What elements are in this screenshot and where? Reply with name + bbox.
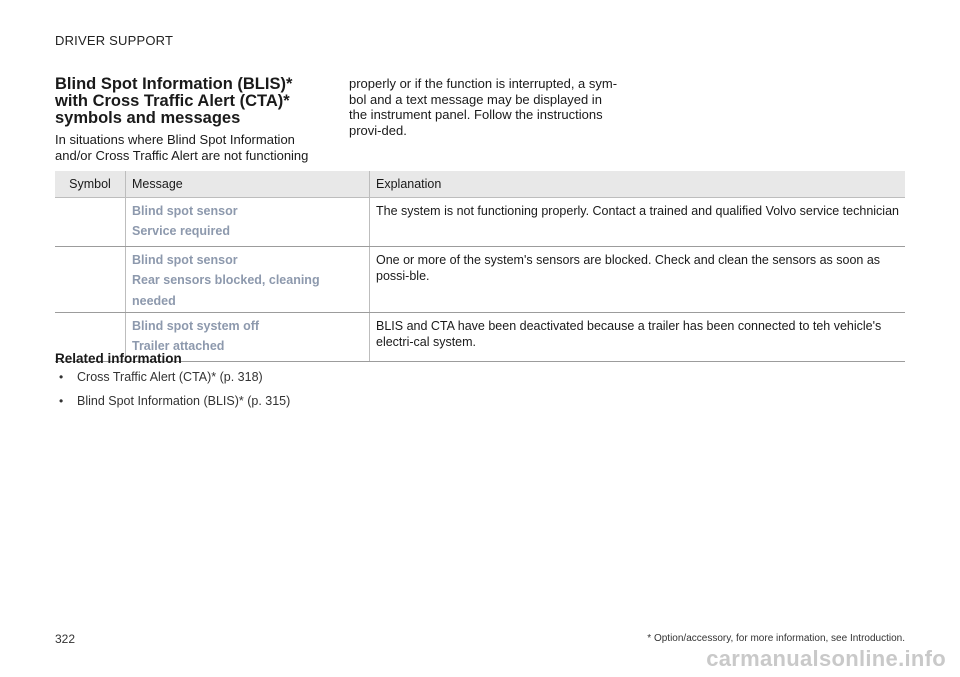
intro-text-left: In situations where Blind Spot Information and/or Cross Traffic Alert are not functioning [55, 132, 309, 163]
related-link-text: Blind Spot Information (BLIS)* (p. 315) [77, 394, 291, 408]
message-line-1: Blind spot sensor [132, 204, 238, 218]
bullet-icon: • [59, 394, 64, 408]
symbol-cell [55, 247, 126, 313]
explanation-text: BLIS and CTA have been deactivated because a trailer has been connected to teh vehicle's electri-cal system. [376, 319, 882, 349]
related-information [55, 351, 555, 418]
header-symbol: Symbol [55, 171, 126, 198]
message-cell [126, 198, 370, 247]
related-link-text: Cross Traffic Alert (CTA)* (p. 318) [77, 370, 263, 384]
header-explanation: Explanation [370, 171, 906, 198]
message-line-2: Service required [132, 224, 230, 238]
header-message: Message [126, 171, 370, 198]
message-cell [126, 247, 370, 313]
related-link-cta[interactable] [55, 370, 555, 385]
symbol-cell [55, 198, 126, 247]
table-row [55, 198, 905, 247]
related-list [55, 370, 555, 409]
bullet-icon: • [59, 370, 64, 384]
explanation-cell [370, 247, 906, 313]
messages-table [55, 171, 905, 362]
related-link-blis[interactable] [55, 394, 555, 409]
related-title: Related information [55, 351, 182, 366]
message-line-1: Blind spot sensor [132, 253, 238, 267]
intro-text-right: properly or if the function is interrupted, a sym-bol and a text message may be displayed in the instrument panel. Follow the instructions provi-ded. [349, 76, 618, 138]
section-header: DRIVER SUPPORT [55, 33, 174, 48]
table-row [55, 247, 905, 313]
page-title: Blind Spot Information (BLIS)* with Cross Traffic Alert (CTA)* symbols and messages [55, 75, 293, 127]
message-line-2: Rear sensors blocked, cleaning needed [132, 273, 320, 308]
left-column [55, 76, 325, 163]
right-column [349, 76, 619, 138]
page-number: 322 [55, 632, 76, 646]
explanation-text: One or more of the system's sensors are blocked. Check and clean the sensors as soon as possi-ble. [376, 253, 881, 283]
watermark-logo: carmanualsonline.info [706, 646, 946, 671]
explanation-text: The system is not functioning properly. Contact a trained and qualified Volvo service technician [376, 204, 899, 218]
table-header-row [55, 171, 905, 198]
message-line-2: Trailer attached [132, 339, 225, 353]
explanation-cell [370, 198, 906, 247]
footnote: * Option/accessory, for more information, see Introduction. [647, 633, 905, 644]
message-line-1: Blind spot system off [132, 319, 260, 333]
